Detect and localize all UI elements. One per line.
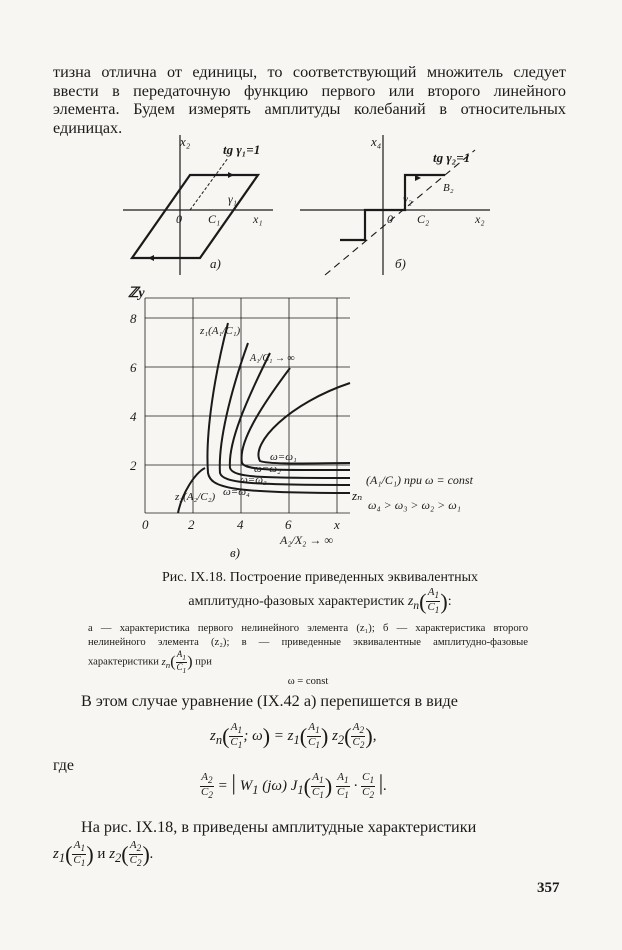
legend-text-1: а — характеристика первого нелинейного элемента (z₁); б — характеристика второго нелинейного элемента (z₂); в — приведенные эквивалентные амплитудно-фазовые характеристики xyxy=(88,623,528,668)
fig-b-x-label: x₂ xyxy=(475,212,485,226)
fig-a-c-label: C₁ xyxy=(208,212,221,226)
fig-c-z1-label: z₁(A₁/C₁) xyxy=(200,325,241,337)
equation-1: $z_n$( $\frac{A_1}{C_1}$ ; $\omega) = z_1$( $\frac{A_1}{C_1}$ ) $z_2$( $\frac{A_2}{C_2}$ ), xyxy=(210,721,377,751)
fig-c-right-label-1: (A₁/C₁) при ω = const xyxy=(366,473,473,487)
fig-a-y-label: x₂ xyxy=(180,134,191,149)
fig-c-panel: в) xyxy=(230,545,240,560)
figure-legend: а — характеристика первого нелинейного элемента (z₁); б — характеристика второго нелинейного элемента (z₂); в — приведенные эквивалентные амплитудно-фазовые характеристики $z_n$( $\frac{A_1}{C_1}$ ) при ω = const xyxy=(88,623,528,687)
fig-c-y-tick-8: 8 xyxy=(130,311,137,326)
fig-a-tg-label: tg γ₁=1 xyxy=(223,142,261,157)
fig-b-b-label: B₂ xyxy=(443,182,454,194)
caption-line-2-wrap: амплитудно-фазовых характеристик $z_n$( $\frac{A_1}{C_1}$ ): xyxy=(188,586,452,616)
fig-a-x-label: x₁ xyxy=(253,212,263,226)
figure-c xyxy=(120,283,473,560)
fig-c-y-tick-4: 4 xyxy=(130,409,137,424)
fig-c-omega-4: ω=ω₄ xyxy=(223,486,250,498)
fig-a-origin: 0 xyxy=(176,212,182,226)
legend-text-2: при xyxy=(195,656,212,668)
para-3-formulas: $z_1$( $\frac{A_1}{C_1}$ ) и $z_2$( $\frac{A_2}{C_2}$ ). xyxy=(53,839,154,869)
fig-b-c-label: C₂ xyxy=(417,212,430,226)
para-3: На рис. IX.18, в приведены амплитудные характеристики xyxy=(81,818,477,836)
fig-b-origin: 0 xyxy=(387,212,393,226)
fig-c-omega-2: ω=ω₂ xyxy=(254,463,281,475)
figure-b xyxy=(295,130,495,280)
figure-caption xyxy=(120,568,520,616)
fig-c-omega-3: ω=ω₃ xyxy=(240,474,267,486)
fig-c-bottom-label: A₂/X₂ → ∞ xyxy=(280,533,333,547)
fig-c-x-tick-2: 2 xyxy=(188,517,195,532)
fig-c-x-tick-x: x xyxy=(334,517,340,532)
fig-c-x-tick-6: 6 xyxy=(285,517,292,532)
figure-a xyxy=(118,130,278,280)
fig-c-right-label-2: ω₄ > ω₃ > ω₂ > ω₁ xyxy=(368,498,461,512)
where-word: где xyxy=(53,757,75,774)
fig-b-y-label: x₄ xyxy=(371,134,382,149)
fig-c-x-tick-4: 4 xyxy=(237,517,244,532)
legend-text-3: ω = const xyxy=(287,675,329,687)
caption-line-1: Рис. IX.18. Построение приведенных эквивалентных xyxy=(162,570,478,585)
page-number: 357 xyxy=(537,880,560,896)
para-2: В этом случае уравнение (IX.42 а) перепишется в виде xyxy=(81,692,458,710)
fig-c-z2-label: z₂(A₂/C₂) xyxy=(175,491,216,503)
fig-b-gamma-label: γ₂ xyxy=(403,192,412,206)
top-paragraph: тизна отлична от единицы, то соответствующий множитель следует ввести в передаточную функцию первого или второго линейного элемента. Будем измерять амплитуды колебаний в относительных единицах. xyxy=(53,63,566,137)
equation-2: $\frac{A_2}{C_2}$ = | $W_1$ (jω) $J_1$( $\frac{A_1}{C_1}$ ) $\frac{A_1}{C_1}$ · $\frac{C_1}{C_2}$ |. xyxy=(201,770,387,801)
fig-c-zn: zₙ xyxy=(352,488,363,503)
fig-c-x-tick-0: 0 xyxy=(142,517,149,532)
fig-c-y-axis: ℤy xyxy=(128,286,145,301)
and-word: и xyxy=(97,846,106,863)
fig-b-tg-label: tg γ₂=1 xyxy=(433,150,471,165)
caption-line-2: амплитудно-фазовых характеристик xyxy=(188,593,405,609)
fig-b-panel: б) xyxy=(395,256,406,271)
fig-c-y-tick-2: 2 xyxy=(130,458,137,473)
fig-c-a1c1-inf: A₁/C₁ → ∞ xyxy=(250,353,295,364)
fig-a-panel: а) xyxy=(210,256,221,271)
fig-c-omega-1: ω=ω₁ xyxy=(270,451,297,463)
fig-a-gamma-label: γ₁ xyxy=(228,192,237,206)
fig-c-y-tick-6: 6 xyxy=(130,360,137,375)
